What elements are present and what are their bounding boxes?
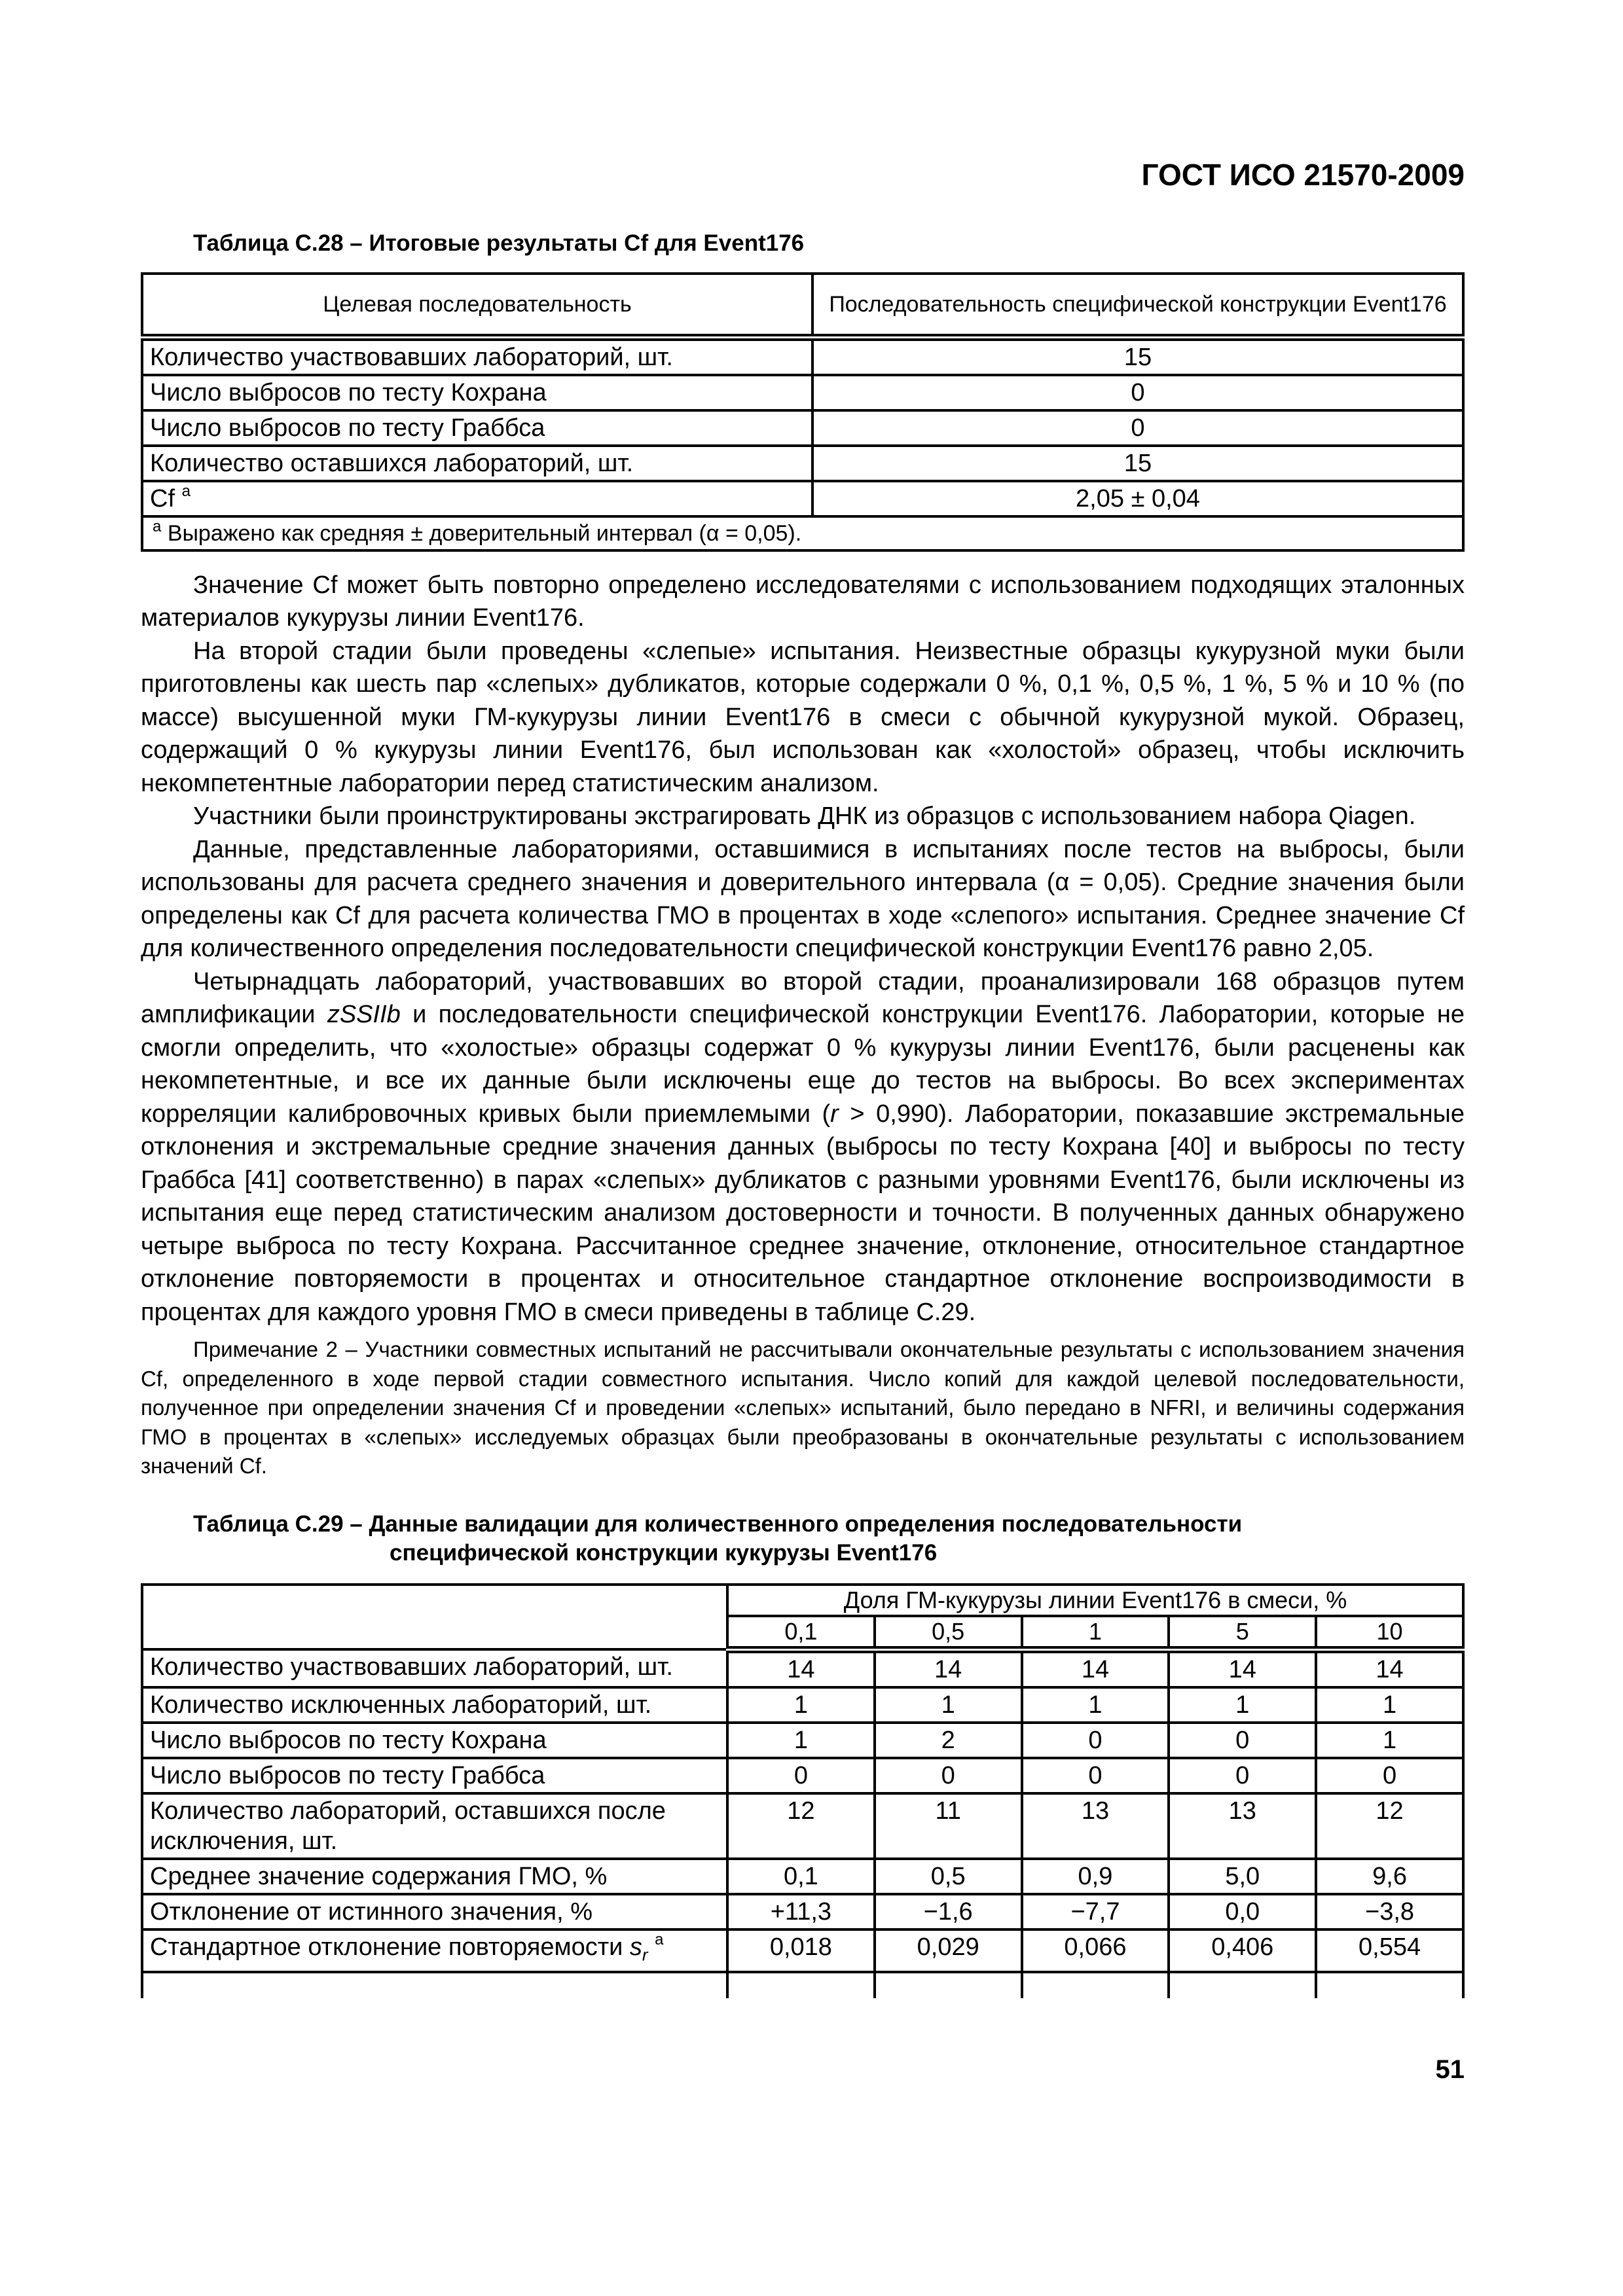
table-row — [142, 1859, 1463, 1894]
row-label — [142, 1793, 727, 1859]
cell-value: 0 — [727, 1758, 875, 1793]
table-row — [142, 446, 1463, 481]
paragraph — [141, 965, 1465, 1329]
row-label: Число выбросов по тесту Граббса — [142, 410, 812, 446]
level-header: 0,5 — [875, 1616, 1022, 1650]
cell-value: −1,6 — [875, 1894, 1022, 1929]
paragraph: На второй стадии были проведены «слепые» испытания. Неизвестные образцы кукурузной муки были приготовлены как шесть пар «слепых» дубликатов, которые содержали 0 %, 0,1 %, 0,5 %, 1 %, 5 % и 10 % (по массе) высушенной муки ГМ-кукурузы линии Event176 в смеси с обычной кукурузной мукой. Образец, содержащий 0 % кукурузы линии Event176, был использован как «холостой» образец, чтобы исключить некомпетентные лаборатории перед статистическим анализом. — [141, 637, 1465, 797]
cell-value: 0,0 — [1169, 1894, 1316, 1929]
cell-value: −7,7 — [1022, 1894, 1169, 1929]
row-label — [142, 481, 812, 516]
cell-value: 0 — [1022, 1723, 1169, 1758]
row-label — [142, 1687, 727, 1723]
text-run: и последовательности специфической конструкции Event176. Лаборатории, которые не смогли определить, что «холостые» образцы содержат 0 % кукурузы линии Event176, были расценены как некомпетентные, и все их данные были исключены еще до тестов на выбросы. Во всех экспериментах корреляции калибровочных кривых были приемлемыми ( — [141, 1001, 1465, 1128]
cell-value: 0,029 — [875, 1929, 1022, 1973]
level-header: 1 — [1022, 1616, 1169, 1650]
cell-value: −3,8 — [1316, 1894, 1463, 1929]
table-row — [142, 1929, 1463, 1973]
cell-value: 2 — [875, 1723, 1022, 1758]
table-row — [142, 410, 1463, 446]
row-value: 15 — [812, 337, 1463, 375]
table-c28 — [141, 272, 1465, 552]
table-row — [142, 375, 1463, 410]
cell-value: 12 — [1316, 1793, 1463, 1859]
cell-value: 0 — [1316, 1758, 1463, 1793]
table-row — [142, 1758, 1463, 1793]
cell-value: 13 — [1022, 1793, 1169, 1859]
table-row — [142, 1723, 1463, 1758]
cell-value: 0,018 — [727, 1929, 875, 1973]
row-value: 15 — [812, 446, 1463, 481]
cell-value: 0 — [1169, 1723, 1316, 1758]
cell-value: 0,9 — [1022, 1859, 1169, 1894]
row-label-text: Число выбросов по тесту Граббса — [150, 1761, 545, 1789]
table-row — [142, 481, 1463, 516]
row-label-text: Количество исключенных лабораторий, шт. — [150, 1691, 652, 1719]
page-number: 51 — [1435, 2055, 1465, 2084]
cell-value: 1 — [1316, 1723, 1463, 1758]
cell-value: 1 — [875, 1687, 1022, 1723]
table-corner-cell — [142, 1585, 727, 1650]
cell-value: 14 — [875, 1649, 1022, 1687]
cell-value: 1 — [727, 1687, 875, 1723]
table-row — [142, 1649, 1463, 1687]
row-label: Число выбросов по тесту Кохрана — [142, 375, 812, 410]
table-c29 — [141, 1583, 1465, 1999]
cell-value: 14 — [1169, 1649, 1316, 1687]
row-value: 0 — [812, 410, 1463, 446]
cell-value: 1 — [1316, 1687, 1463, 1723]
cell-value: 1 — [727, 1723, 875, 1758]
row-label: Количество участвовавших лабораторий, шт. — [142, 337, 812, 375]
table-footnote — [142, 516, 1463, 550]
footnote-mark: a — [655, 1930, 664, 1948]
cell-value: 0,554 — [1316, 1929, 1463, 1973]
document-header-id: ГОСТ ИСО 21570-2009 — [1141, 158, 1465, 192]
symbol-subscript: r — [642, 1945, 648, 1965]
footnote-mark: a — [181, 482, 191, 500]
table-continuation-row — [142, 1972, 1463, 1998]
cell-value: 1 — [1169, 1687, 1316, 1723]
row-label-text: Число выбросов по тесту Кохрана — [150, 1726, 547, 1754]
cell-value: 0,5 — [875, 1859, 1022, 1894]
row-label — [142, 1649, 727, 1687]
cell-value: 0 — [1022, 1758, 1169, 1793]
group-header: Доля ГМ-кукурузы линии Event176 в смеси, % — [727, 1585, 1463, 1616]
footnote-mark: a — [153, 517, 162, 535]
table-header-cell: Целевая последовательность — [142, 274, 812, 337]
correlation-symbol: r — [830, 1100, 839, 1128]
row-label-text: Количество лабораторий, оставшихся после исключения, шт. — [150, 1797, 666, 1855]
note: Примечание 2 – Участники совместных испытаний не рассчитывали окончательные результаты с использованием значения Cf, определенного в ходе первой стадии совместного испытания. Число копий для каждой целевой последовательности, полученное при определении значения Cf и проведении «слепых» испытаний, было передано в NFRI, и величины содержания ГМО в процентах в «слепых» исследуемых образцах были преобразованы в окончательные результаты с использованием значений Cf. — [141, 1337, 1465, 1478]
level-header: 0,1 — [727, 1616, 875, 1650]
row-value: 2,05 ± 0,04 — [812, 481, 1463, 516]
row-label-text: Стандартное отклонение повторяемости — [150, 1933, 630, 1961]
caption-line: Таблица С.29 – Данные валидации для количественного определения последовательности — [193, 1511, 1243, 1537]
table-c28-caption: Таблица С.28 – Итоговые результаты Cf для Event176 — [193, 230, 805, 256]
cell-value: 0 — [875, 1758, 1022, 1793]
paragraph: Данные, представленные лабораториями, оставшимися в испытаниях после тестов на выбросы, были использованы для расчета среднего значения и доверительного интервала (α = 0,05). Средние значения были определены как Cf для расчета количества ГМО в процентах в ходе «слепого» испытания. Среднее значение Cf для количественного определения последовательности специфической конструкции Event176 равно 2,05. — [141, 835, 1465, 962]
table-row — [142, 1894, 1463, 1929]
cell-value: 9,6 — [1316, 1859, 1463, 1894]
cell-value: 5,0 — [1169, 1859, 1316, 1894]
row-label — [142, 1758, 727, 1793]
cell-value: 1 — [1022, 1687, 1169, 1723]
row-label-text: Отклонение от истинного значения, % — [150, 1897, 593, 1926]
row-label — [142, 1894, 727, 1929]
caption-line: специфической конструкции кукурузы Event176 — [390, 1539, 938, 1566]
table-c29-caption — [193, 1510, 1465, 1568]
symbol: s — [629, 1933, 642, 1961]
table-header-cell: Последовательность специфической конструкции Event176 — [812, 274, 1463, 337]
cell-value: 11 — [875, 1793, 1022, 1859]
gene-name: zSSIIb — [327, 1001, 401, 1028]
table-footnote-row — [142, 516, 1463, 550]
row-label — [142, 1929, 727, 1973]
row-label — [142, 1723, 727, 1758]
cell-value: +11,3 — [727, 1894, 875, 1929]
paragraph: Значение Cf может быть повторно определено исследователями с использованием подходящих эталонных материалов кукурузы линии Event176. — [141, 571, 1465, 632]
cell-value: 0,066 — [1022, 1929, 1169, 1973]
text-run: Четырнадцать лабораторий, участвовавших во второй стадии, проанализировали 168 образцов путем амплификации — [141, 967, 1465, 1028]
cell-value: 12 — [727, 1793, 875, 1859]
cell-value: 0 — [1169, 1758, 1316, 1793]
table-row — [142, 337, 1463, 375]
cell-value: 0,406 — [1169, 1929, 1316, 1973]
row-label: Количество оставшихся лабораторий, шт. — [142, 446, 812, 481]
body-text — [141, 569, 1465, 1481]
row-label-text: Среднее значение содержания ГМО, % — [150, 1862, 608, 1890]
text-run: > 0,990). Лаборатории, показавшие экстремальные отклонения и экстремальные средние значения данных (выбросы по тесту Кохрана [40] и выбросы по тесту Граббса [41] соответственно) в парах «слепых» дубликатов с разными уровнями Event176, были исключены из испытания еще перед статистическим анализом достоверности и точности. В полученных данных обнаружено четыре выброса по тесту Кохрана. Рассчитанное среднее значение, отклонение, относительное стандартное отклонение повторяемости в процентах и относительное стандартное отклонение воспроизводимости в процентах для каждого уровня ГМО в смеси приведены в таблице С.29. — [141, 1100, 1465, 1326]
row-label-text: Количество участвовавших лабораторий, шт. — [150, 1653, 673, 1681]
cell-value: 0,1 — [727, 1859, 875, 1894]
cell-value: 14 — [1022, 1649, 1169, 1687]
row-label — [142, 1859, 727, 1894]
row-value: 0 — [812, 375, 1463, 410]
cell-value: 14 — [727, 1649, 875, 1687]
level-header: 10 — [1316, 1616, 1463, 1650]
cell-value: 13 — [1169, 1793, 1316, 1859]
cf-label: Cf — [150, 484, 175, 512]
page-content — [141, 229, 1465, 1998]
table-row — [142, 1793, 1463, 1859]
level-header: 5 — [1169, 1616, 1316, 1650]
paragraph: Участники были проинструктированы экстрагировать ДНК из образцов с использованием набора Qiagen. — [193, 802, 1416, 830]
table-row — [142, 1687, 1463, 1723]
footnote-text: Выражено как средняя ± доверительный интервал (α = 0,05). — [167, 520, 802, 546]
cell-value: 14 — [1316, 1649, 1463, 1687]
